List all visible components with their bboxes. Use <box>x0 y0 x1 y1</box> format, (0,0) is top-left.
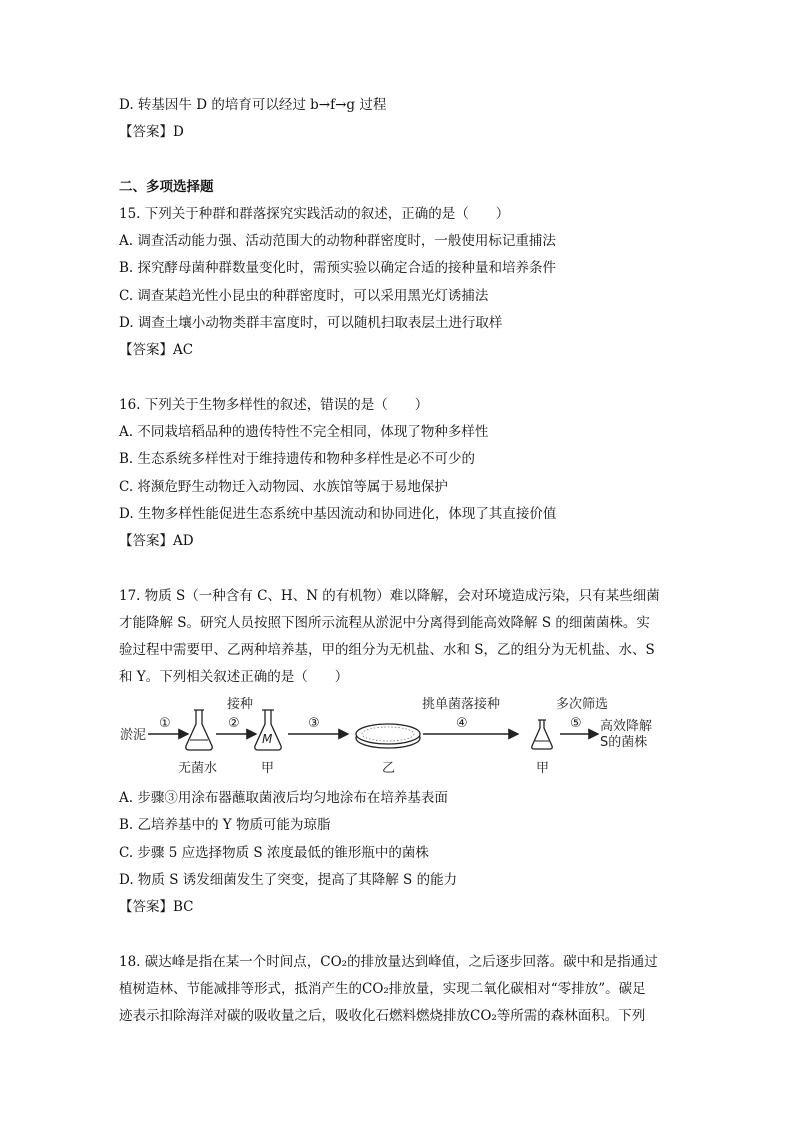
q17-option-c: C. 步骤 5 应选择物质 S 浓度最低的锥形瓶中的菌株 <box>119 845 429 861</box>
medium-jia-label-2: 甲 <box>536 761 550 776</box>
q16-stem: 16. 下列关于生物多样性的叙述，错误的是（ ） <box>119 397 429 413</box>
sludge-label: 淤泥 <box>120 728 147 743</box>
q15-option-a: A. 调查活动能力强、活动范围大的动物种群密度时，一般使用标记重捕法 <box>119 233 556 249</box>
q18-stem-line3: 迹表示扣除海洋对碳的吸收量之后，吸收化石燃料燃烧排放CO₂等所需的森林面积。下列 <box>119 1008 646 1024</box>
flask-m-label: M <box>262 732 273 746</box>
q17-answer: 【答案】BC <box>119 899 194 915</box>
medium-yi-label: 乙 <box>382 761 396 776</box>
sterile-water-label: 无菌水 <box>178 761 218 776</box>
medium-jia-label-1: 甲 <box>261 761 275 776</box>
q15-option-b: B. 探究酵母菌种群数量变化时，需预实验以确定合适的接种量和培养条件 <box>119 260 557 276</box>
flask-medium-jia-2-icon <box>532 720 553 749</box>
q17-stem-line1: 17. 物质 S（一种含有 C、H、N 的有机物）难以降解，会对环境造成污染，只有某些细菌 <box>119 588 660 604</box>
section-heading: 二、多项选择题 <box>119 179 214 195</box>
q16-option-c: C. 将濒危野生动物迁入动物园、水族馆等属于易地保护 <box>119 479 448 495</box>
q17-stem-line2: 才能降解 S。研究人员按照下图所示流程从淤泥中分离得到能高效降解 S 的细菌菌株。实 <box>119 615 650 631</box>
inoculate-label: 接种 <box>227 697 254 712</box>
q16-option-b: B. 生态系统多样性对于维持遗传和物种多样性是必不可少的 <box>119 451 476 467</box>
result-label-line2: S的菌株 <box>600 735 648 750</box>
q15-stem: 15. 下列关于种群和群落探究实践活动的叙述，正确的是（ ） <box>119 206 510 222</box>
q15-answer: 【答案】AC <box>119 342 194 358</box>
flask-sterile-water-icon <box>186 710 212 750</box>
q16-option-a: A. 不同栽培稻品种的遗传特性不完全相同，体现了物种多样性 <box>119 424 489 440</box>
q17-stem-line4: 和 Y。下列相关叙述正确的是（ ） <box>119 669 349 685</box>
pick-colony-label: 挑单菌落接种 <box>422 697 501 712</box>
step1-label: ① <box>159 716 171 731</box>
q15-option-c: C. 调查某趋光性小昆虫的种群密度时，可以采用黑光灯诱捕法 <box>119 288 489 304</box>
q15-option-d: D. 调查土壤小动物类群丰富度时，可以随机扫取表层土进行取样 <box>119 315 503 331</box>
isolation-flow-diagram <box>118 694 678 784</box>
q14-option-d: D. 转基因牛 D 的培育可以经过 b→f→g 过程 <box>119 97 387 113</box>
step2-label: ② <box>228 716 240 731</box>
result-label-line1: 高效降解 <box>600 719 653 734</box>
step4-label: ④ <box>456 716 468 731</box>
q18-stem-line2: 植树造林、节能减排等形式，抵消产生的CO₂排放量，实现二氧化碳相对“零排放”。碳足 <box>119 981 646 997</box>
step3-label: ③ <box>308 716 320 731</box>
q18-stem-line1: 18. 碳达峰是指在某一个时间点，CO₂的排放量达到峰值，之后逐步回落。碳中和是指通过 <box>119 954 658 970</box>
petri-dish-icon <box>356 724 420 748</box>
step5-label: ⑤ <box>570 716 582 731</box>
q17-option-a: A. 步骤③用涂布器蘸取菌液后均匀地涂布在培养基表面 <box>119 790 448 806</box>
q17-option-b: B. 乙培养基中的 Y 物质可能为琼脂 <box>119 817 331 833</box>
q16-answer: 【答案】AD <box>119 533 194 549</box>
multi-screen-label: 多次筛选 <box>556 697 609 712</box>
q14-answer: 【答案】D <box>119 124 184 140</box>
q16-option-d: D. 生物多样性能促进生态系统中基因流动和协同进化，体现了其直接价值 <box>119 506 557 522</box>
q17-stem-line3: 验过程中需要甲、乙两种培养基，甲的组分为无机盐、水和 S，乙的组分为无机盐、水、S <box>119 642 655 658</box>
q17-option-d: D. 物质 S 诱发细菌发生了突变，提高了其降解 S 的能力 <box>119 872 458 888</box>
